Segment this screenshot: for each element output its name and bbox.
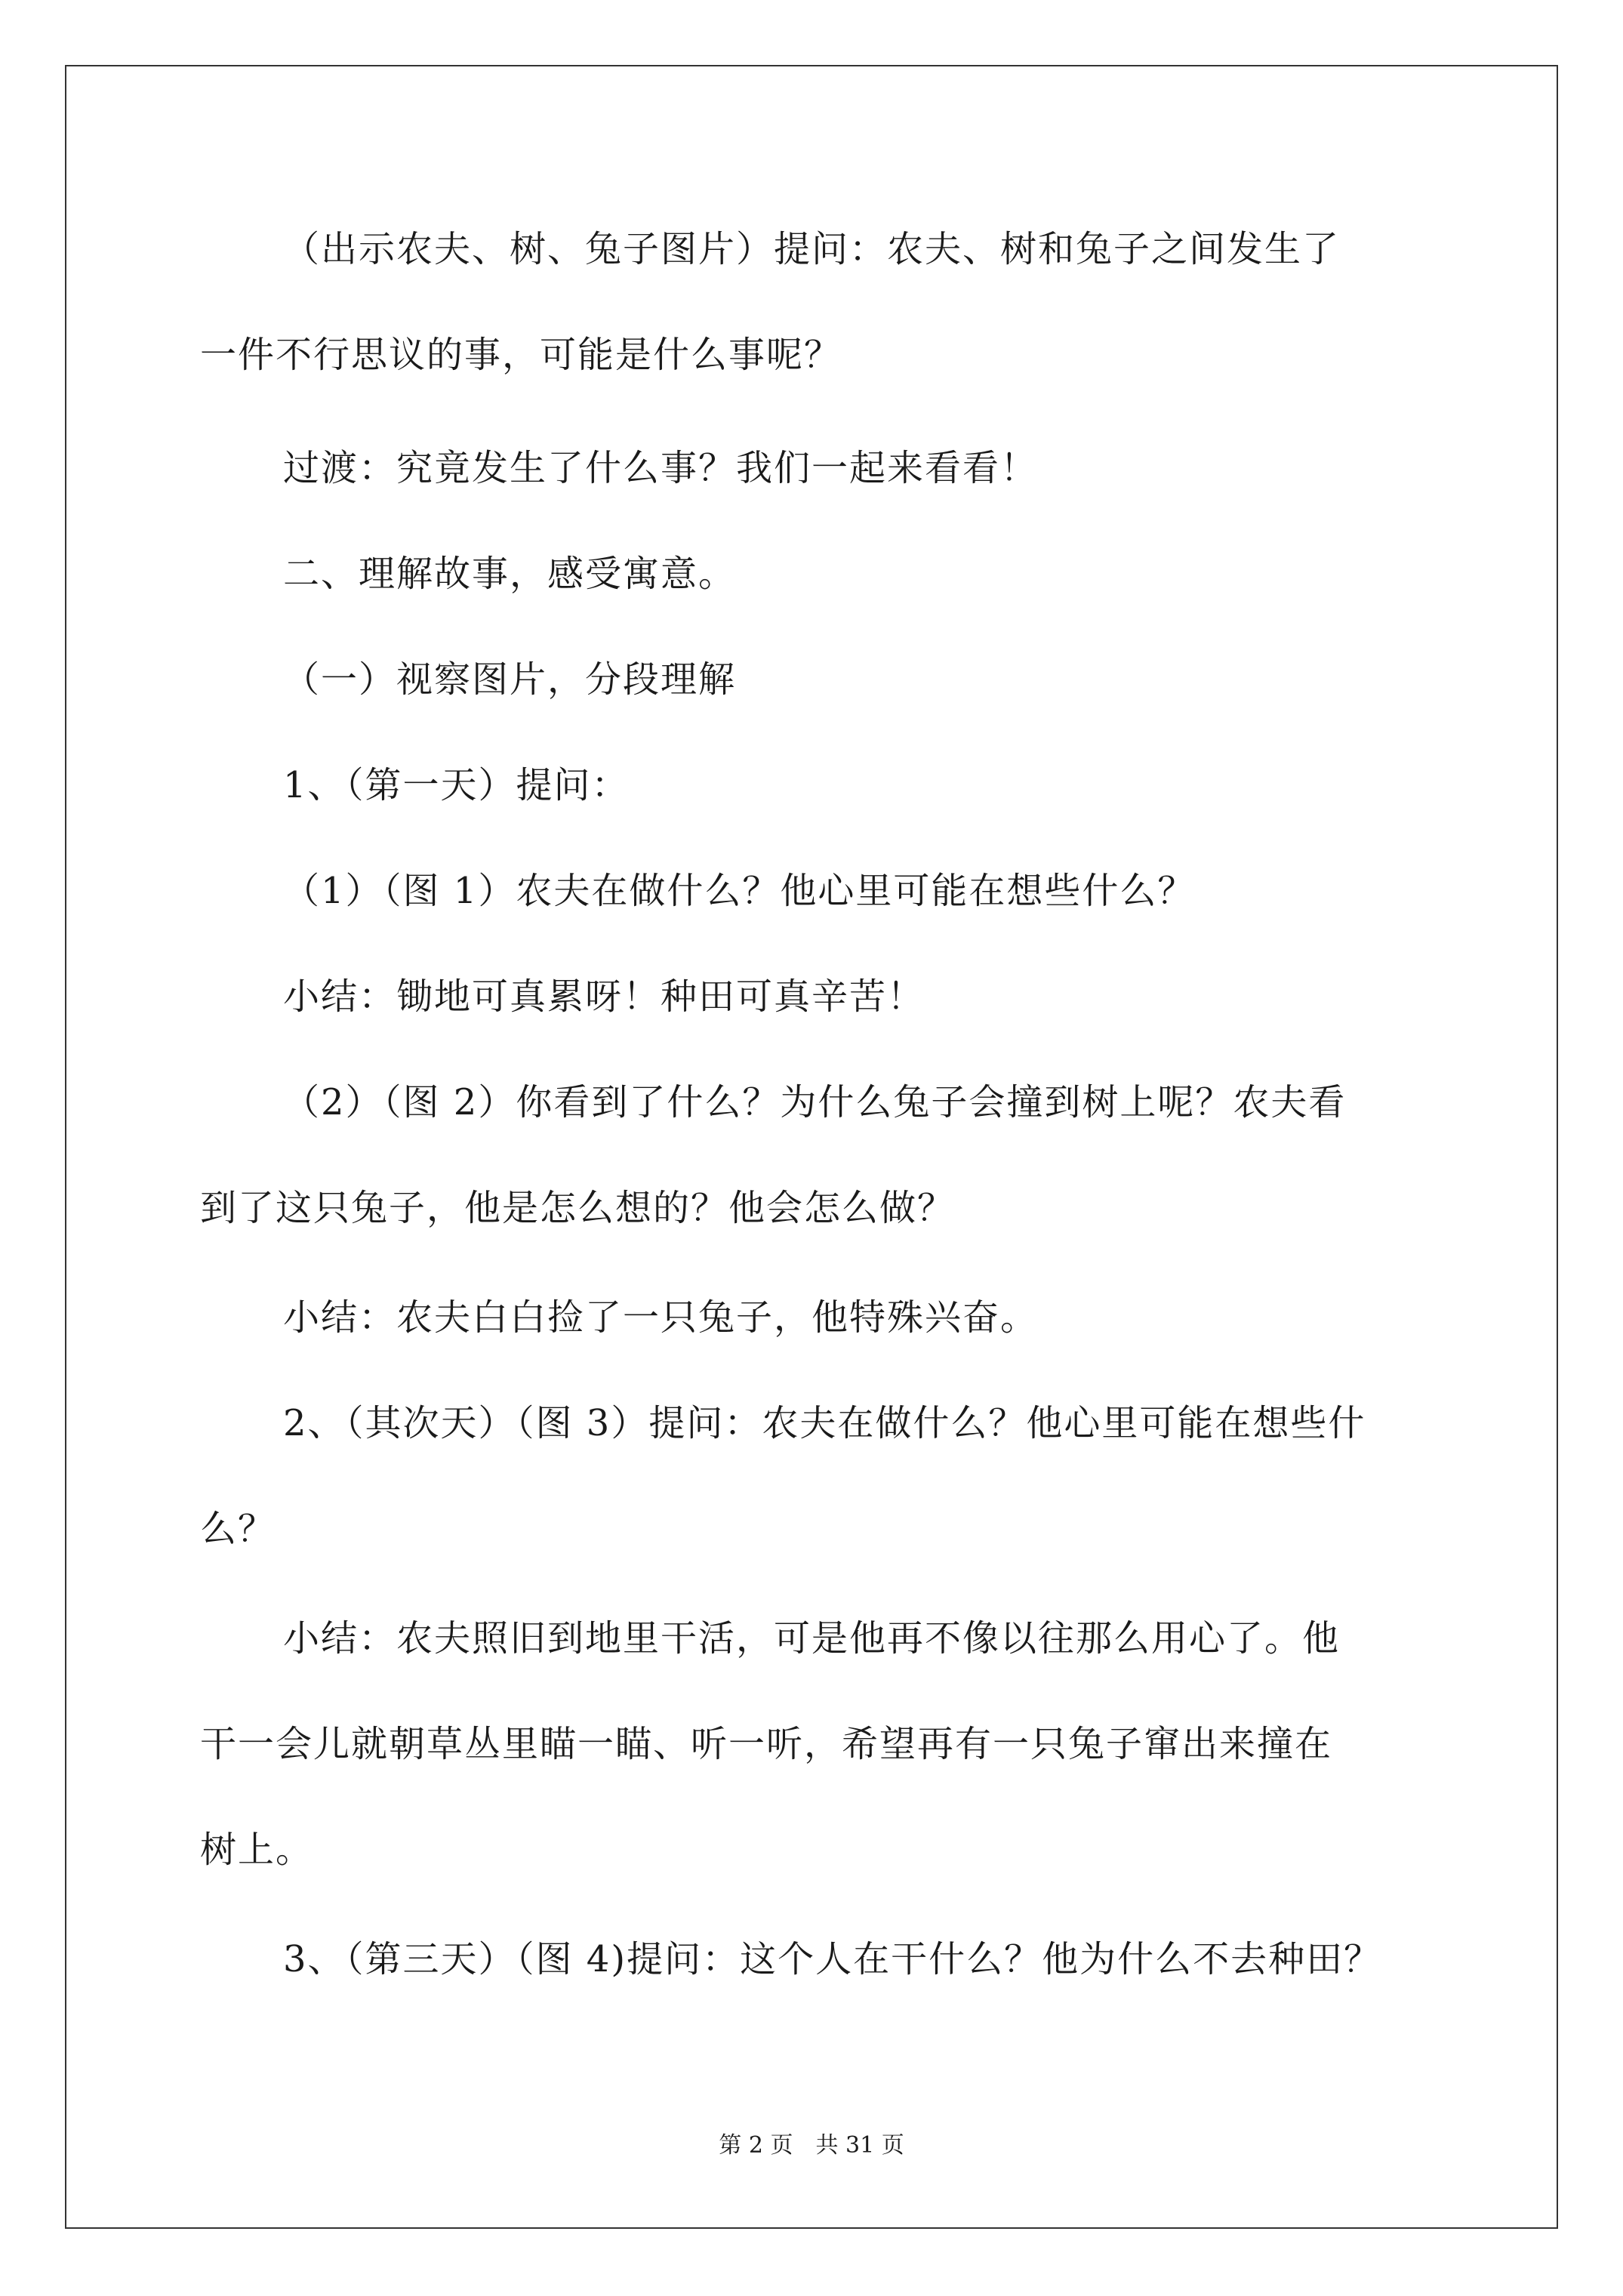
paragraph-picture-2-question-line-2: 到了这只兔子，他是怎么想的？他会怎么做？	[200, 1187, 956, 1229]
subsection-1-heading: （一）视察图片，分段理解	[283, 658, 737, 701]
section-2-heading: 二、理解故事，感受寓意。	[283, 553, 737, 595]
page-number-footer: 第 2 页 共 31 页	[719, 2132, 904, 2159]
paragraph-day-2-question-line-2: 么？	[200, 1508, 276, 1550]
paragraph-intro-question-line-2: 一件不行思议的事，可能是什么事呢？	[200, 334, 842, 376]
paragraph-picture-1-question: （1）（图 1）农夫在做什么？他心里可能在想些什么？	[283, 870, 1196, 912]
page-border	[65, 65, 1558, 2229]
paragraph-summary-3-line-2: 干一会儿就朝草丛里瞄一瞄、听一听，希望再有一只兔子窜出来撞在	[200, 1723, 1333, 1765]
paragraph-intro-question-line-1: （出示农夫、树、兔子图片）提问：农夫、树和兔子之间发生了	[283, 228, 1341, 270]
paragraph-picture-2-question-line-1: （2）（图 2）你看到了什么？为什么兔子会撞到树上呢？农夫看	[283, 1081, 1347, 1123]
paragraph-day-1-question: 1、（第一天）提问：	[283, 764, 630, 806]
paragraph-summary-3-line-3: 树上。	[200, 1829, 314, 1871]
paragraph-summary-1: 小结：锄地可真累呀！种田可真辛苦！	[283, 975, 925, 1018]
paragraph-transition: 过渡：究竟发生了什么事？我们一起来看看！	[283, 447, 1039, 489]
paragraph-day-2-question-line-1: 2、（其次天）（图 3）提问：农夫在做什么？他心里可能在想些什	[283, 1402, 1366, 1444]
paragraph-summary-3-line-1: 小结：农夫照旧到地里干活，可是他再不像以往那么用心了。他	[283, 1617, 1341, 1660]
paragraph-summary-2: 小结：农夫白白捡了一只兔子，他特殊兴奋。	[283, 1296, 1039, 1339]
paragraph-day-3-question: 3、（第三天）（图 4)提问：这个人在干什么？他为什么不去种田？	[283, 1938, 1382, 1980]
